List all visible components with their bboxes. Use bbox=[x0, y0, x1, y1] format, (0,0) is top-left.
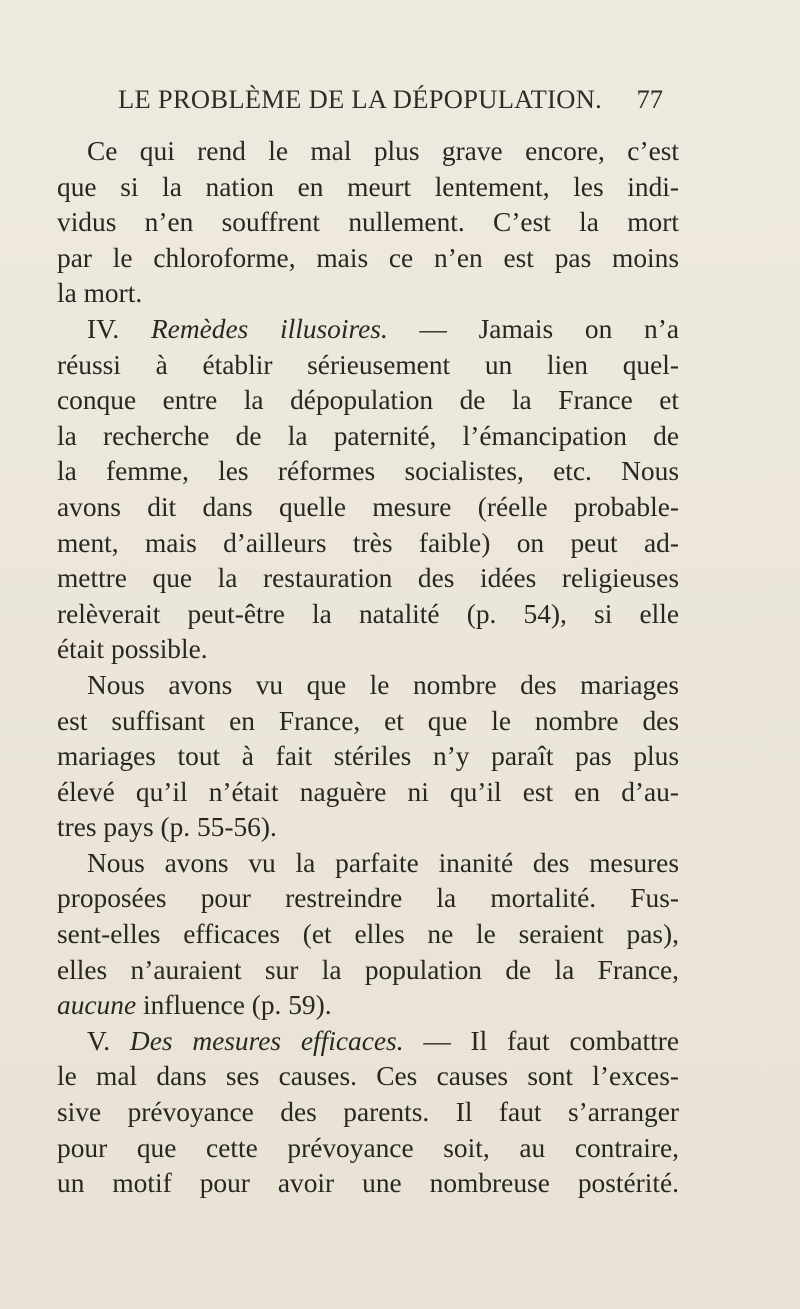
text-run: — Jamais on n’a bbox=[419, 313, 679, 344]
text-line: conque entre la dépopulation de la France et bbox=[57, 385, 679, 416]
section-number: V. bbox=[87, 1025, 111, 1056]
text-line: mettre que la restauration des idées religieuses bbox=[57, 563, 679, 594]
emphasis: aucune bbox=[57, 990, 137, 1021]
text-line: que si la nation en meurt lentement, les indi- bbox=[57, 171, 679, 202]
text-line: la femme, les réformes socialistes, etc. Nous bbox=[57, 456, 679, 487]
text-line: Nous avons vu la parfaite inanité des mesures bbox=[87, 847, 679, 878]
text-line: la recherche de la paternité, l’émancipation de bbox=[57, 420, 679, 451]
section-heading: Des mesures efficaces. bbox=[129, 1025, 404, 1056]
text-line: réussi à établir sérieusement un lien quel- bbox=[57, 349, 679, 380]
text-line: par le chloroforme, mais ce n’en est pas moins bbox=[57, 242, 679, 273]
text-line bbox=[57, 988, 679, 1024]
text-line: élevé qu’il n’était naguère ni qu’il est en d’au- bbox=[57, 776, 679, 807]
section-number: IV. bbox=[87, 313, 120, 344]
text-run: — Il faut combattre bbox=[423, 1025, 679, 1056]
text-line bbox=[57, 1024, 679, 1060]
text-line: était possible. bbox=[57, 634, 208, 665]
text-line: pour que cette prévoyance soit, au contraire, bbox=[57, 1132, 679, 1163]
text-line: un motif pour avoir une nombreuse postérité. bbox=[57, 1168, 679, 1199]
text-line: ment, mais d’ailleurs très faible) on peut ad- bbox=[57, 527, 679, 558]
text-line: elles n’auraient sur la population de la France, bbox=[57, 954, 679, 985]
text-line: Ce qui rend le mal plus grave encore, c’est bbox=[87, 136, 679, 166]
running-title: LE PROBLÈME DE LA DÉPOPULATION. bbox=[118, 84, 603, 114]
text-line: tres pays (p. 55-56). bbox=[57, 812, 277, 843]
page-number: 77 bbox=[636, 84, 663, 114]
text-line: sent-elles efficaces (et elles ne le seraient pas), bbox=[57, 919, 679, 950]
page-header bbox=[118, 84, 663, 118]
text-line: proposées pour restreindre la mortalité. Fus- bbox=[57, 883, 679, 914]
text-line: Nous avons vu que le nombre des mariages bbox=[87, 669, 679, 700]
text-line: le mal dans ses causes. Ces causes sont l’exces- bbox=[57, 1061, 679, 1092]
section-heading: Remèdes illusoires. bbox=[150, 313, 388, 344]
text-line: la mort. bbox=[57, 278, 143, 309]
text-line: mariages tout à fait stériles n’y paraît pas plus bbox=[57, 741, 679, 772]
body-text bbox=[57, 134, 679, 1202]
text-line: vidus n’en souffrent nullement. C’est la mort bbox=[57, 207, 679, 238]
text-line: relèverait peut-être la natalité (p. 54), si elle bbox=[57, 598, 679, 629]
text-run: influence (p. 59). bbox=[142, 990, 332, 1021]
text-line: sive prévoyance des parents. Il faut s’arranger bbox=[57, 1097, 679, 1128]
text-line: est suffisant en France, et que le nombre des bbox=[57, 705, 679, 736]
text-line: avons dit dans quelle mesure (réelle probable- bbox=[57, 491, 679, 522]
text-line bbox=[57, 312, 679, 348]
